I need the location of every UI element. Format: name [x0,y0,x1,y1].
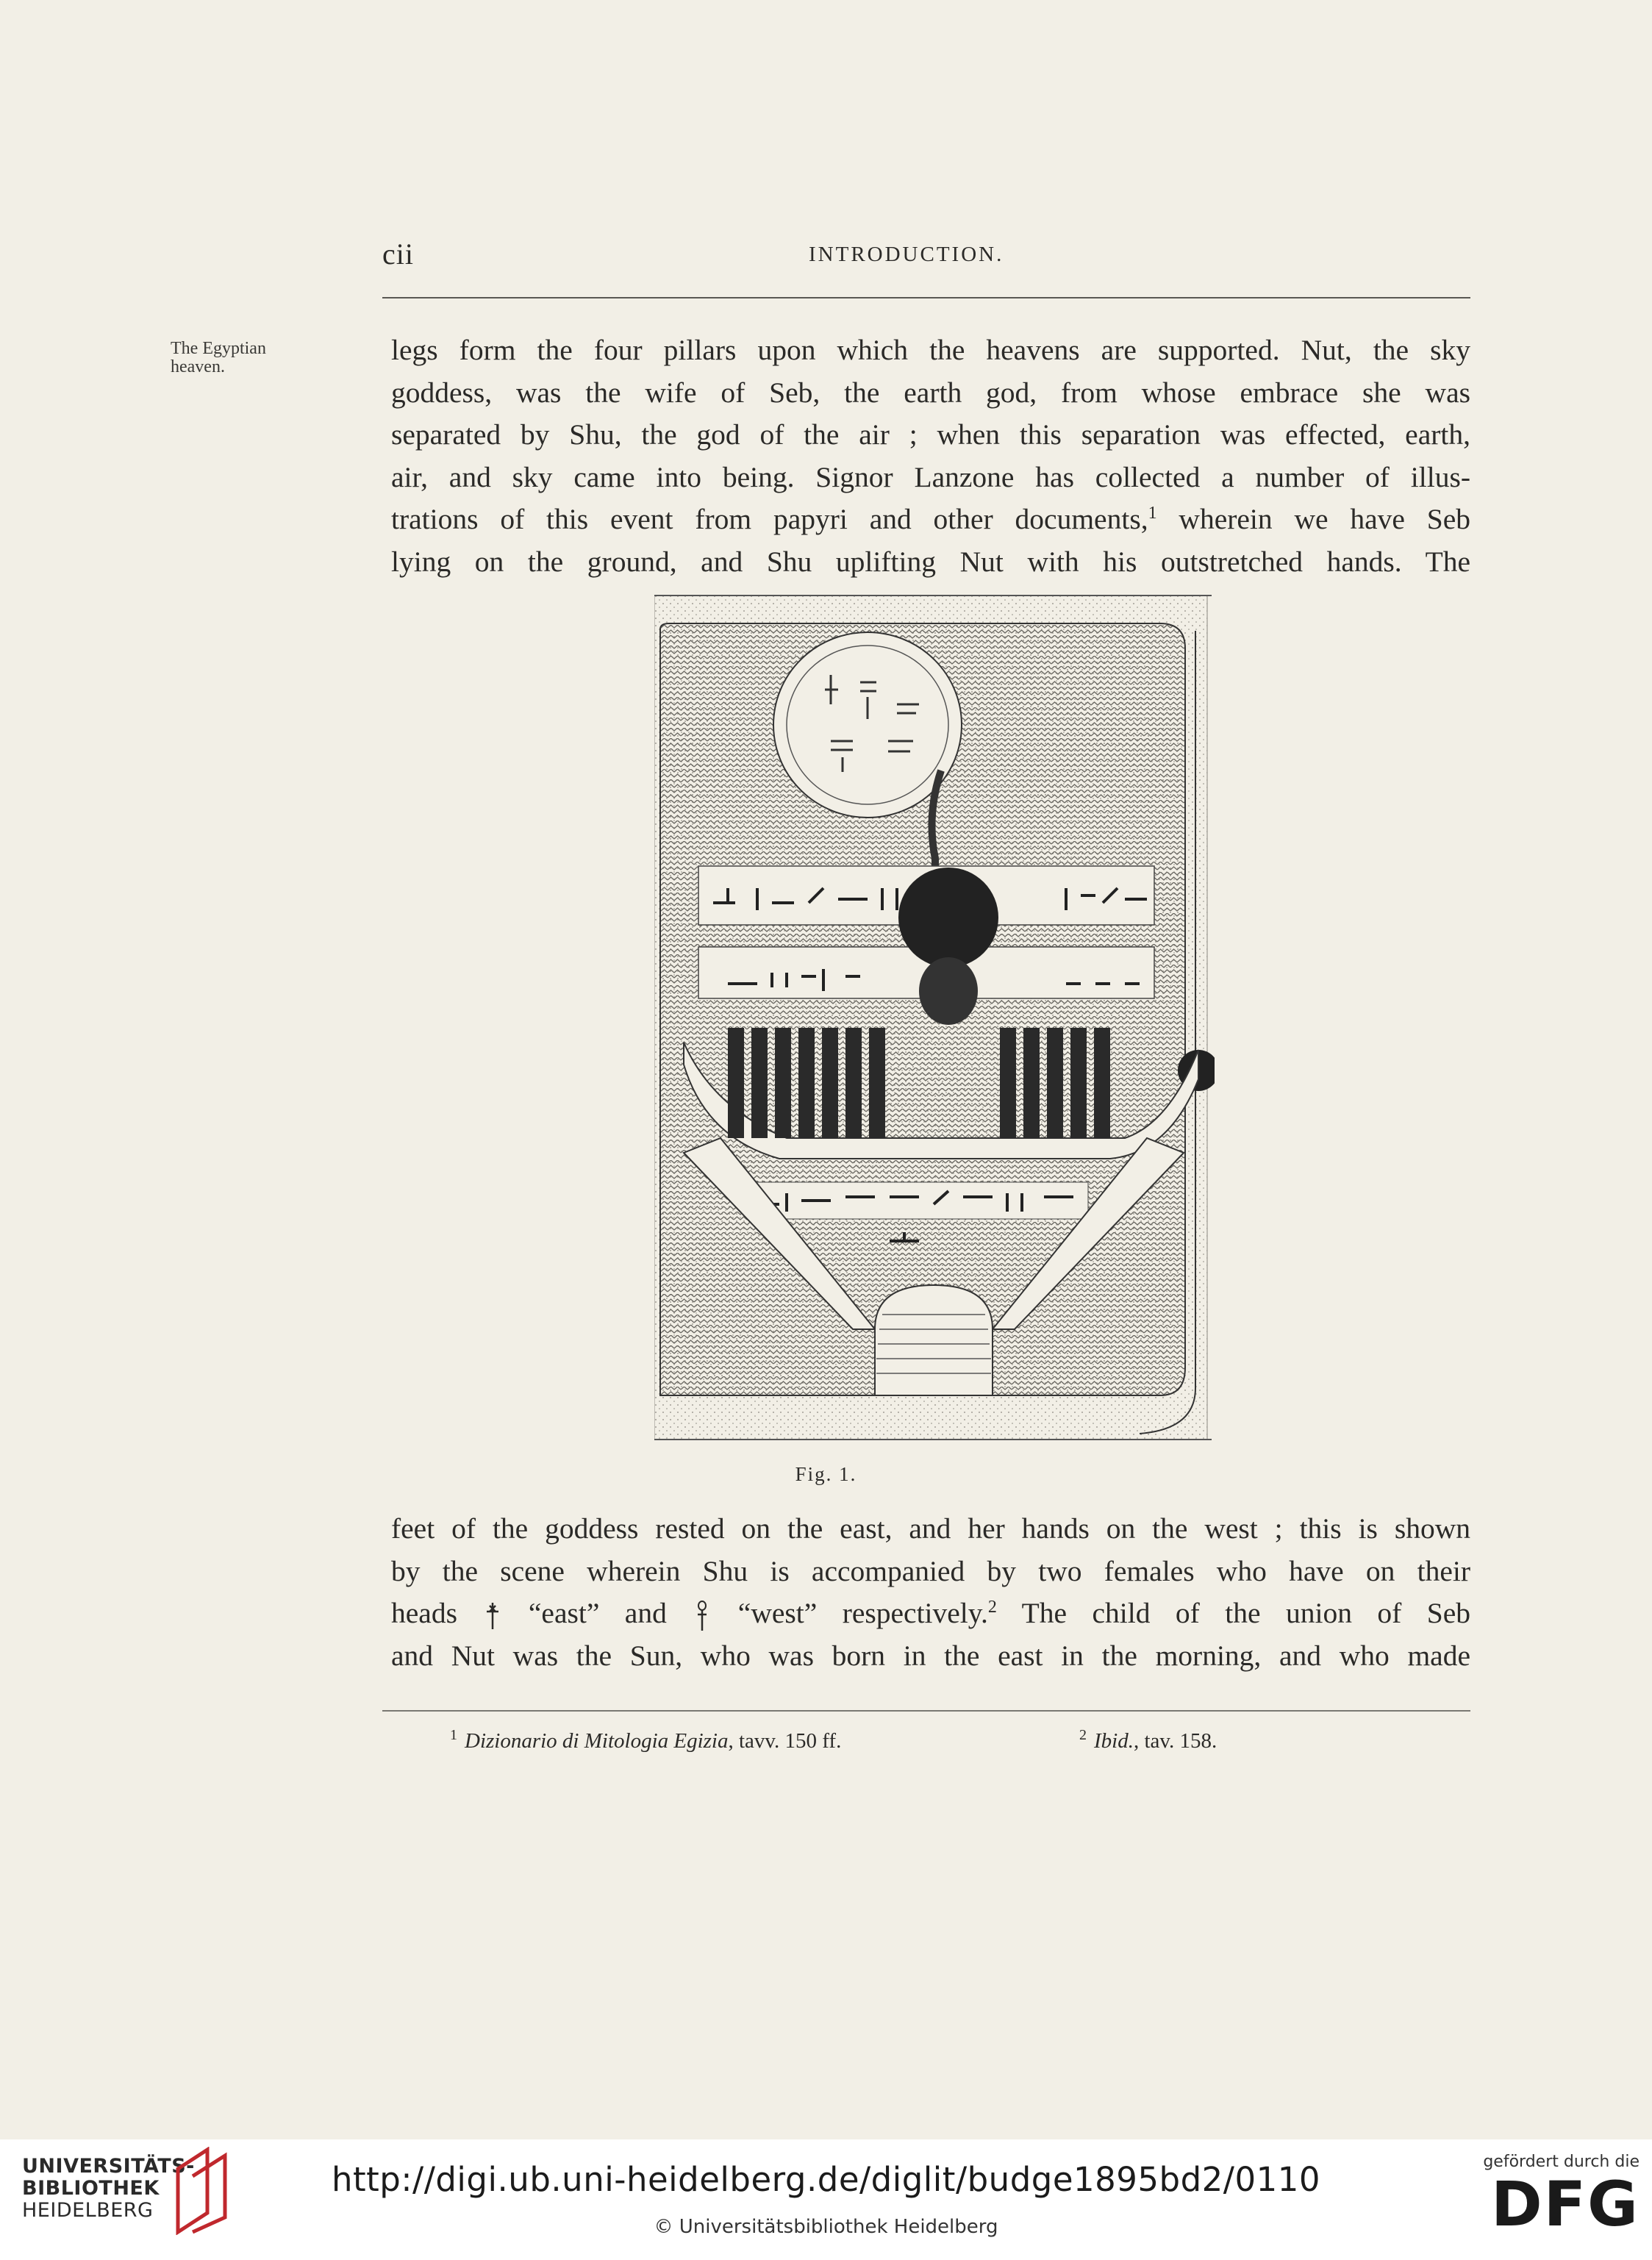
text-segment: “east” and [528,1597,667,1629]
footnote-title: Dizionario di Mitologia Egizia [465,1729,729,1753]
text-line [391,498,1470,541]
copyright-notice: © Universitätsbibliothek Heidelberg [654,2216,998,2238]
text-segment: heads [391,1597,457,1629]
text-line [391,1592,1470,1635]
text-line: legs form the four pillars upon which the heavens are supported. Nut, the sky [391,334,1470,366]
text-segment: wherein we have Seb [1156,503,1471,535]
text-line: by the scene wherein Shu is accompanied by two females who have on their [391,1554,1470,1587]
figure-caption: Fig. 1. [795,1463,857,1485]
text-line: and Nut was the Sun, who was born in the east in the morning, and who made [391,1639,1470,1672]
library-name-line: UNIVERSITÄTS- [22,2155,195,2178]
page-number: cii [382,237,414,271]
permalink-url[interactable]: http://digi.ub.uni-heidelberg.de/diglit/budge1895bd2/0110 [332,2160,1320,2199]
margin-note-line: The Egyptian [171,339,266,358]
header-rule [382,297,1470,298]
footnote-title: Ibid. [1094,1729,1134,1753]
footnote-number: 2 [1079,1727,1087,1744]
footnote-ref[interactable]: 1 [1148,503,1157,523]
footnote-number: 1 [450,1727,457,1744]
text-segment: trations of this event from papyri and other documents, [391,503,1148,535]
footnote-2 [1079,1729,1217,1753]
footnote-1 [450,1729,841,1753]
figure-egyptian-heaven [654,594,1215,1447]
footnote-text: , tav. 158. [1133,1729,1217,1753]
text-segment: The child of the union of Seb [996,1597,1471,1629]
library-name-line: BIBLIOTHEK [22,2177,160,2200]
east-hieroglyph-icon [482,1600,503,1632]
text-segment: “west” respectively. [737,1597,988,1629]
text-line: goddess, was the wife of Seb, the earth god, from whose embrace she was [391,376,1470,409]
margin-note-line: heaven. [171,357,225,376]
library-name-line: HEIDELBERG [22,2199,154,2222]
funding-block [1463,2153,1640,2240]
text-line: lying on the ground, and Shu uplifting Nut with his outstretched hands. The [391,545,1470,578]
digitization-footer [0,2139,1652,2260]
text-line: feet of the goddess rested on the east, and her hands on the west ; this is shown [391,1512,1470,1545]
figure-illustration [654,594,1215,1447]
paragraph-1 [391,329,1470,583]
running-head: INTRODUCTION. [809,243,1004,266]
text-line: separated by Shu, the god of the air ; when this separation was effected, earth, [391,418,1470,451]
dfg-logo[interactable]: DFG [1490,2168,1640,2240]
footnote-ref[interactable]: 2 [987,1597,997,1617]
footnote-text: , tavv. 150 ff. [728,1729,842,1753]
footnote-rule [382,1710,1470,1712]
text-line: air, and sky came into being. Signor Lanzone has collected a number of illus- [391,460,1470,493]
shu-head [875,1285,993,1395]
scarab [919,957,978,1025]
margin-note [171,340,332,376]
sun-globe [898,868,998,968]
west-hieroglyph-icon [692,1600,712,1632]
funding-label: gefördert durch die [1483,2153,1640,2171]
paragraph-2 [391,1508,1470,1677]
